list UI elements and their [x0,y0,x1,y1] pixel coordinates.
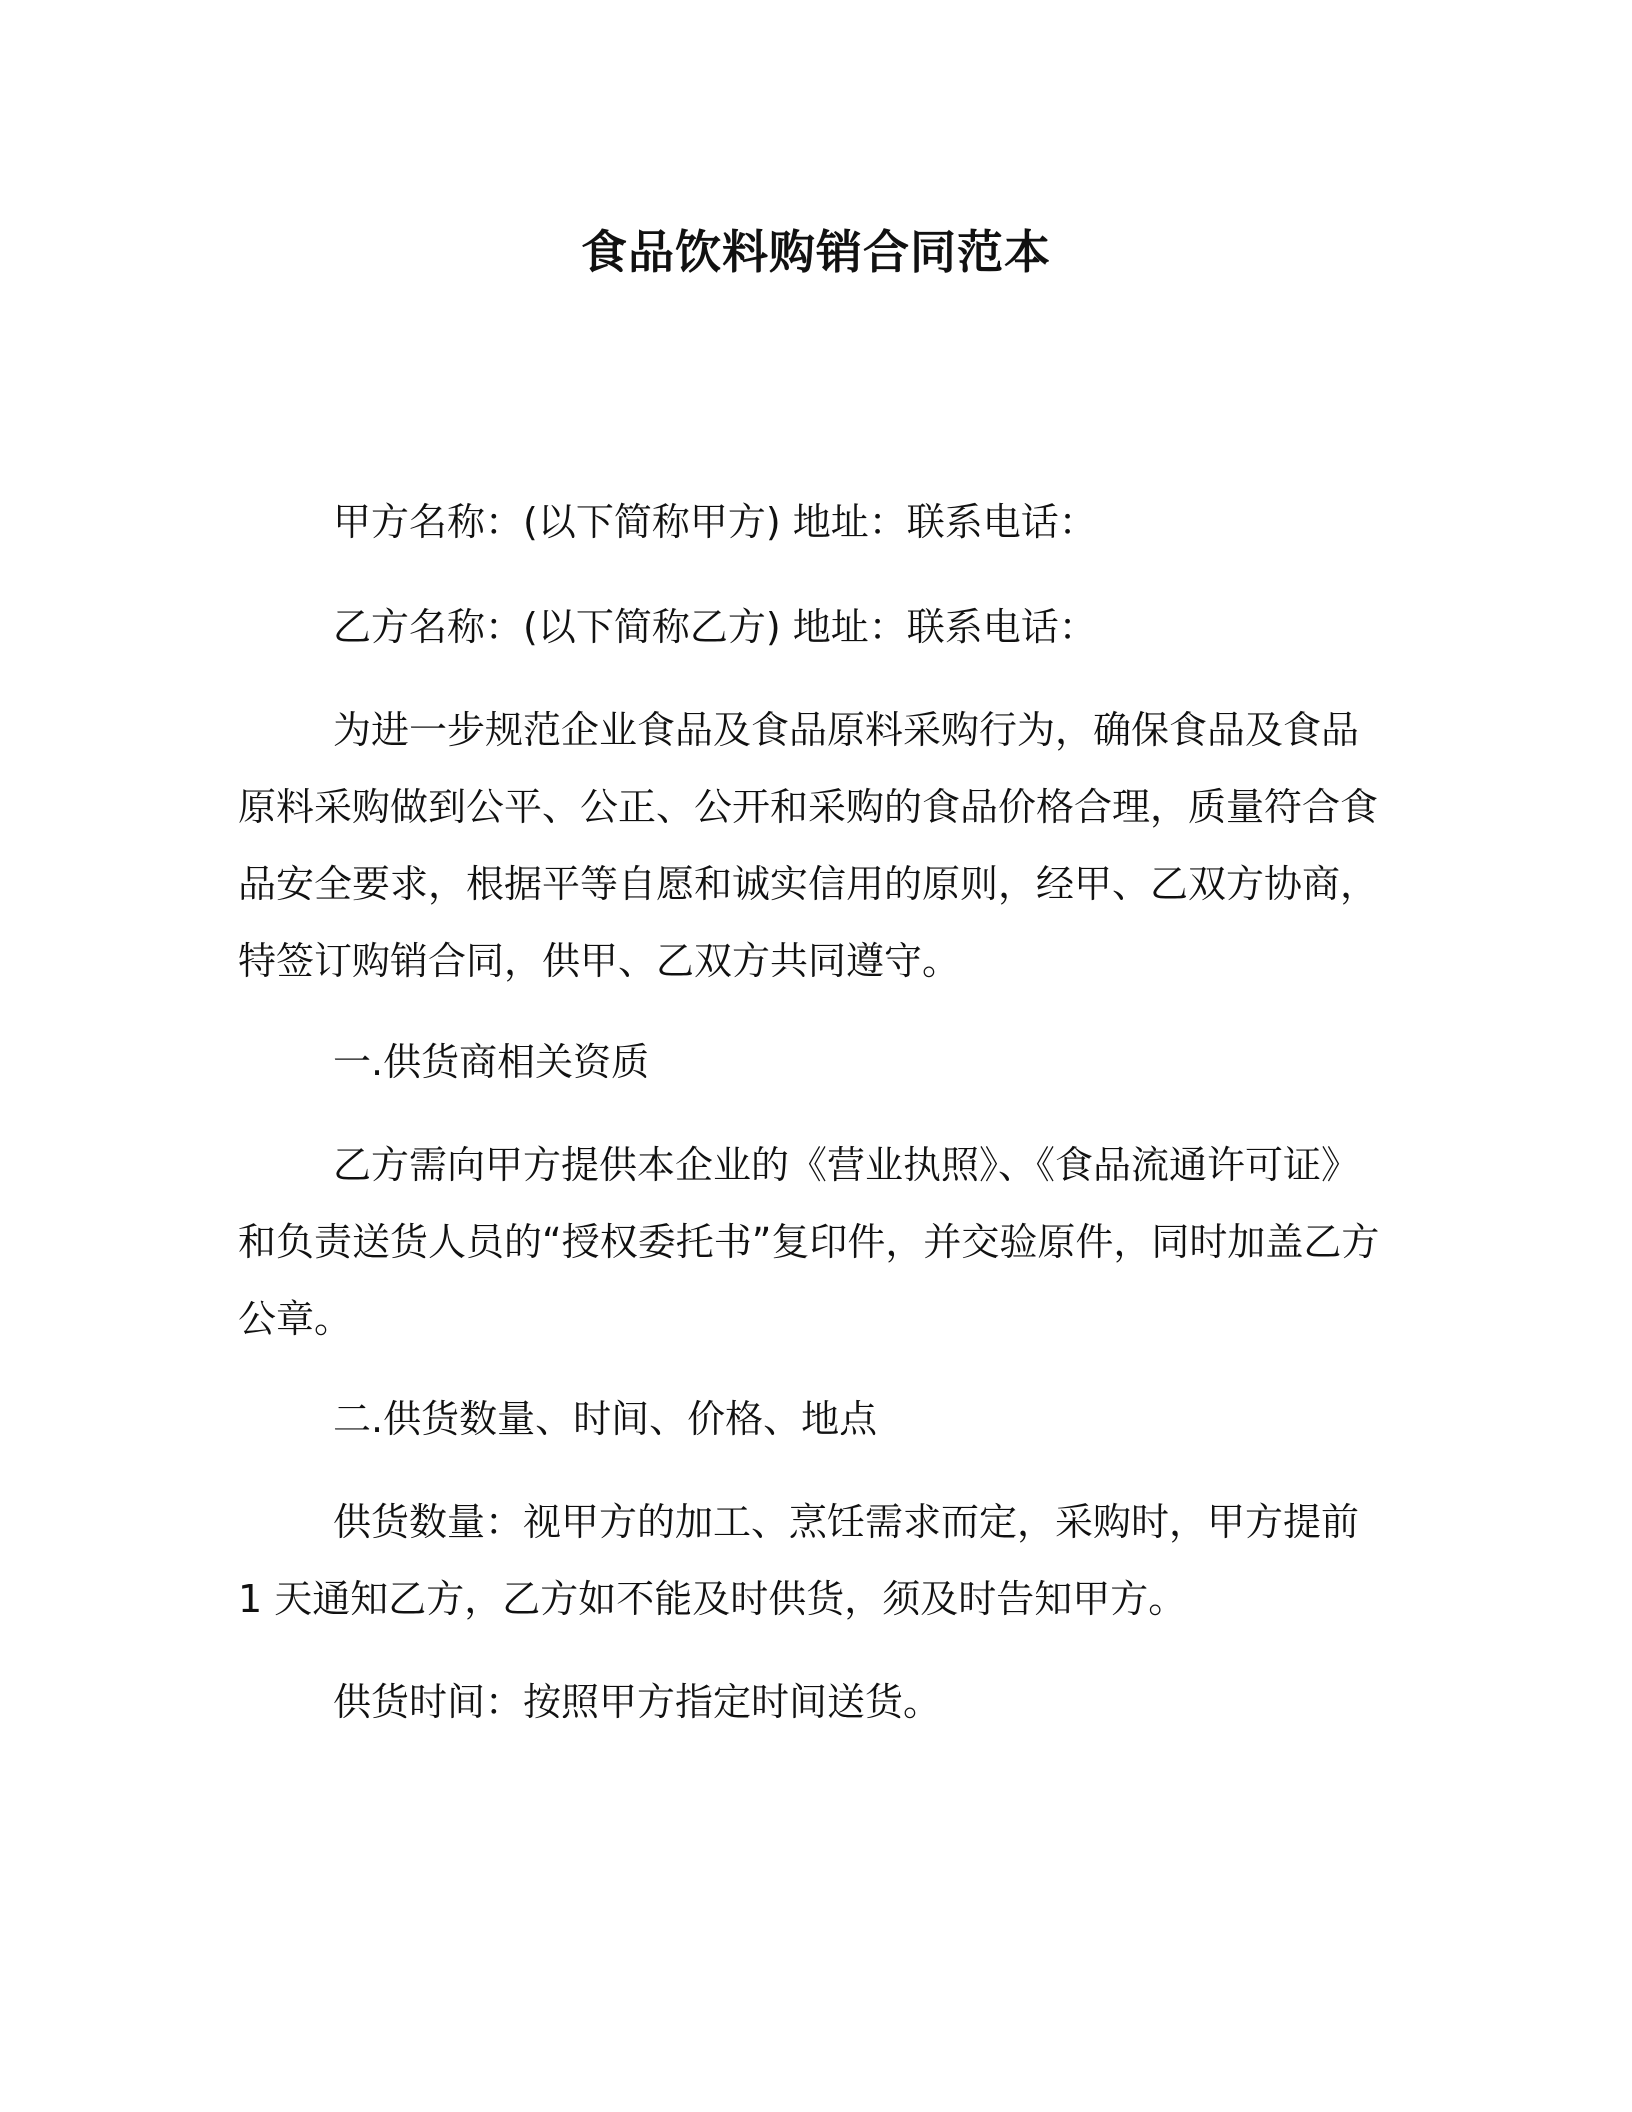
section-1-body: 乙方需向甲方提供本企业的《营业执照》、《食品流通许可证》和负责送货人员的“授权委托书”复印件，并交验原件，同时加盖乙方公章。 [238,1143,1380,1341]
supply-quantity-paragraph: 供货数量：视甲方的加工、烹饪需求而定，采购时，甲方提前 1 天通知乙方，乙方如不能及时供货，须及时告知甲方。 [238,1500,1360,1621]
document-title: 食品饮料购销合同范本 [581,225,1051,279]
section-2-heading: 二.供货数量、时间、价格、地点 [333,1397,878,1441]
party-a-line: 甲方名称：(以下简称甲方) 地址：联系电话： [333,500,1097,544]
party-b-line: 乙方名称：(以下简称乙方) 地址：联系电话： [333,605,1097,649]
section-1-heading: 一.供货商相关资质 [333,1040,650,1084]
intro-paragraph: 为进一步规范企业食品及食品原料采购行为，确保食品及食品原料采购做到公平、公正、公开和采购的食品价格合理，质量符合食品安全要求，根据平等自愿和诚实信用的原则，经甲、乙双方协商，特签订购销合同，供甲、乙双方共同遵守。 [238,708,1379,983]
supply-time-paragraph: 供货时间：按照甲方指定时间送货。 [333,1680,942,1724]
